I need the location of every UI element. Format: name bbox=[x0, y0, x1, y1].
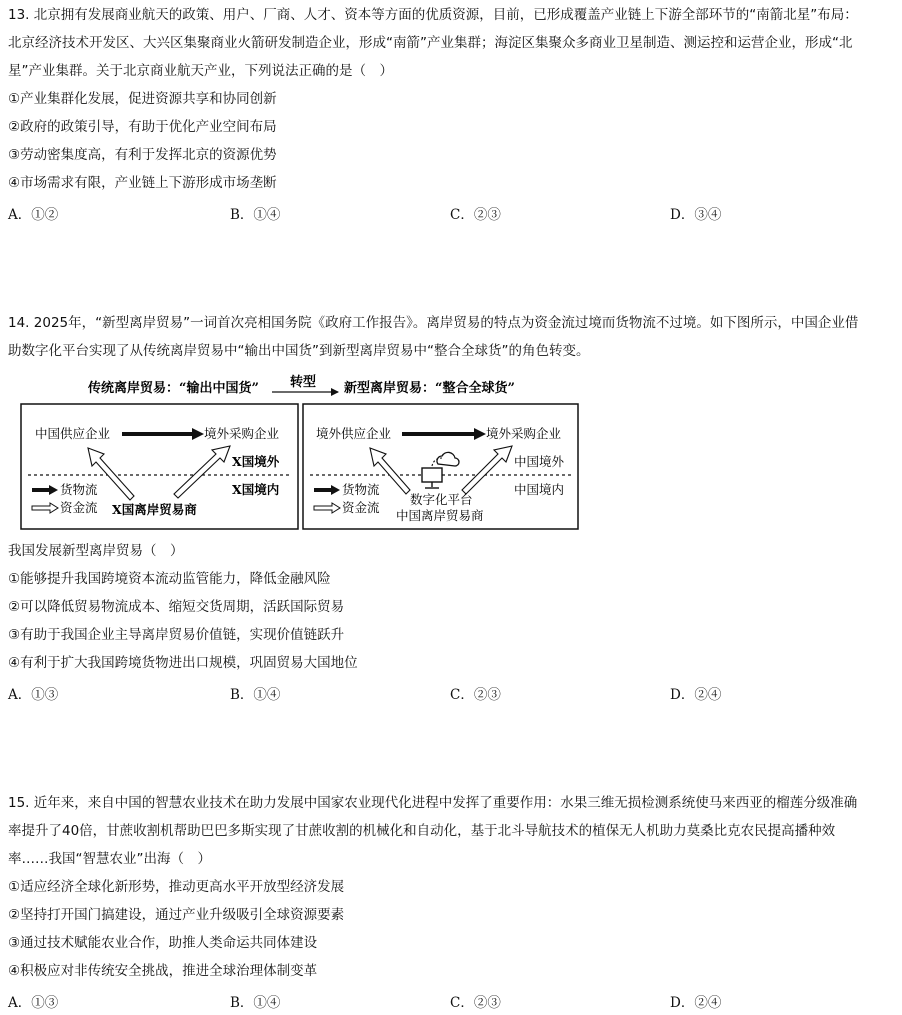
q14-option-d[interactable]: D．②④ bbox=[670, 687, 722, 703]
q15-stem-line-3: 率……我国“智慧农业”出海（ ） bbox=[8, 851, 211, 867]
q13-option-b[interactable]: B．①④ bbox=[230, 207, 281, 223]
left-legend-goods-icon-head bbox=[49, 485, 58, 495]
q13-option-a[interactable]: A．①② bbox=[8, 207, 59, 223]
digital-platform-icon bbox=[422, 452, 459, 488]
right-legend-goods: 货物流 bbox=[342, 482, 380, 497]
q14-option-a[interactable]: A．①③ bbox=[8, 687, 59, 703]
q15-option-d[interactable]: D．②④ bbox=[670, 995, 722, 1011]
right-legend-funds-icon bbox=[314, 503, 340, 513]
q14-options bbox=[8, 683, 888, 703]
q14-question: 我国发展新型离岸贸易（ ） bbox=[8, 543, 184, 559]
left-legend-goods: 货物流 bbox=[60, 482, 98, 497]
q15-statement-4: ④积极应对非传统安全挑战，推进全球治理体制变革 bbox=[8, 963, 318, 979]
q15-stem-line-2: 率提升了40倍，甘蔗收割机帮助巴巴多斯实现了甘蔗收割的机械化和自动化，基于北斗导航技术的植保无人机助力莫桑比克农民提高播种效 bbox=[8, 823, 836, 839]
left-legend-funds-icon bbox=[32, 503, 58, 513]
left-inside-label: X国境内 bbox=[232, 482, 280, 497]
right-outside-label: 中国境外 bbox=[514, 454, 565, 469]
right-supplier-label: 境外供应企业 bbox=[316, 426, 392, 441]
q13-option-d[interactable]: D．③④ bbox=[670, 207, 722, 223]
q13-statement-3: ③劳动密集度高，有利于发挥北京的资源优势 bbox=[8, 147, 277, 163]
left-legend-funds: 资金流 bbox=[60, 500, 98, 515]
diagram-header-transform: 转型 bbox=[290, 375, 317, 390]
right-goods-flow-arrowhead bbox=[474, 428, 486, 440]
q14-statement-2: ②可以降低贸易物流成本、缩短交货周期，活跃国际贸易 bbox=[8, 599, 345, 615]
new-trade-panel bbox=[303, 404, 578, 529]
q14-stem-line-2: 助数字化平台实现了从传统离岸贸易中“输出中国货”到新型离岸贸易中“整合全球货”的角色转变。 bbox=[8, 343, 590, 359]
diagram-header-left: 传统离岸贸易：“输出中国货” bbox=[88, 381, 259, 396]
q13-stem-line-2: 北京经济技术开发区、大兴区集聚商业火箭研发制造企业，形成“南箭”产业集群；海淀区集聚众多商业卫星制造、测运控和运营企业，形成“北 bbox=[8, 35, 853, 51]
q15-statement-3: ③通过技术赋能农业合作，助推人类命运共同体建设 bbox=[8, 935, 318, 951]
q13-option-c[interactable]: C．②③ bbox=[450, 207, 501, 223]
q15-options bbox=[8, 991, 888, 1011]
right-platform-label: 数字化平台 bbox=[410, 492, 473, 507]
q15-stem-line-1: 15. 近年来，来自中国的智慧农业技术在助力发展中国家农业现代化进程中发挥了重要作用：水果三维无损检测系统使马来西亚的榴莲分级准确 bbox=[8, 795, 858, 811]
left-trader-label: X国离岸贸易商 bbox=[112, 502, 197, 517]
q15-statement-1: ①适应经济全球化新形势，推动更高水平开放型经济发展 bbox=[8, 879, 345, 895]
left-goods-flow-arrowhead bbox=[192, 428, 204, 440]
q13-stem-line-1: 13. 北京拥有发展商业航天的政策、用户、厂商、人才、资本等方面的优质资源，目前，已形成覆盖产业链上下游全部环节的“南箭北星”布局： bbox=[8, 7, 858, 23]
q14-statement-3: ③有助于我国企业主导离岸贸易价值链，实现价值链跃升 bbox=[8, 627, 345, 643]
right-funds-arrow-in bbox=[462, 446, 512, 494]
left-outside-label: X国境外 bbox=[232, 454, 280, 469]
left-funds-arrow-in bbox=[174, 446, 230, 498]
q14-option-b[interactable]: B．①④ bbox=[230, 687, 281, 703]
q14-option-c[interactable]: C．②③ bbox=[450, 687, 501, 703]
q13-stem-line-3: 星”产业集群。关于北京商业航天产业，下列说法正确的是（ ） bbox=[8, 63, 393, 79]
q15-option-b[interactable]: B．①④ bbox=[230, 995, 281, 1011]
right-buyer-label: 境外采购企业 bbox=[486, 426, 562, 441]
right-trader-label: 中国离岸贸易商 bbox=[396, 508, 484, 523]
q15-option-c[interactable]: C．②③ bbox=[450, 995, 501, 1011]
q14-statement-4: ④有利于扩大我国跨境货物进出口规模，巩固贸易大国地位 bbox=[8, 655, 358, 671]
left-buyer-label: 境外采购企业 bbox=[204, 426, 280, 441]
q13-statement-2: ②政府的政策引导，有助于优化产业空间布局 bbox=[8, 119, 277, 135]
right-inside-label: 中国境内 bbox=[514, 482, 565, 497]
q13-options bbox=[8, 203, 888, 223]
diagram-header-right: 新型离岸贸易：“整合全球货” bbox=[344, 381, 515, 396]
right-legend-funds: 资金流 bbox=[342, 500, 380, 515]
q15-option-a[interactable]: A．①③ bbox=[8, 995, 59, 1011]
q13-statement-1: ①产业集群化发展，促进资源共享和协同创新 bbox=[8, 91, 277, 107]
left-supplier-label: 中国供应企业 bbox=[35, 426, 111, 441]
traditional-trade-panel bbox=[21, 404, 298, 529]
q15-statement-2: ②坚持打开国门搞建设，通过产业升级吸引全球资源要素 bbox=[8, 907, 345, 923]
q13-statement-4: ④市场需求有限，产业链上下游形成市场垄断 bbox=[8, 175, 277, 191]
q14-stem-line-1: 14. 2025年，“新型离岸贸易”一词首次亮相国务院《政府工作报告》。离岸贸易的特点为资金流过境而货物流不过境。如下图所示，中国企业借 bbox=[8, 315, 859, 331]
right-legend-goods-icon-head bbox=[331, 485, 340, 495]
q14-statement-1: ①能够提升我国跨境资本流动监管能力，降低金融风险 bbox=[8, 571, 331, 587]
offshore-trade-diagram bbox=[0, 370, 600, 536]
